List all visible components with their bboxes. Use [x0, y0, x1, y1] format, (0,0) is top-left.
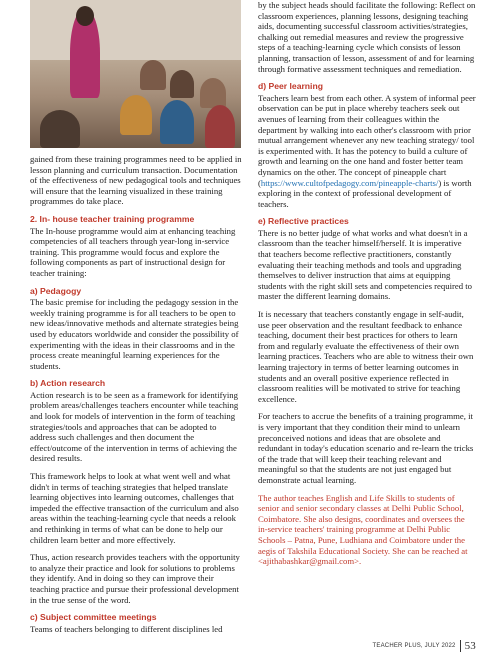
page-number: 53 [464, 640, 476, 652]
in-house-training-paragraph: The In-house programme would aim at enhancing teaching competencies of all teachers through year-long in-service training. This programme would focus and explore the following components as part of instructional design for teacher training: [30, 225, 236, 278]
subject-committee-continued: by the subject heads should facilitate the following: Reflect on classroom experiences, planning lessons, designing teaching aids, documenting successful classroom activities/strategies, chalking out remedial measures and review the progressive steps of a teaching-learning cycle which consists of lesson planning, transaction of lesson, assessment of and for learning through formative assessment techniques and remediation. [258, 0, 476, 74]
subject-committee-paragraph: Teams of teachers belonging to different disciplines led [30, 623, 223, 634]
reflective-practices-paragraph-2: It is necessary that teachers constantly engage in self-audit, use peer observation and the resultant feedback to enhance teaching, document their best practices for others to learn from and regularly evaluate the effectiveness of their own learning practices. Teachers who are able to witness their own learning trajectory in terms of better learning outcomes in students and an overall positive experience reflected in classroom realities will be motivated to strive for teaching excellence. [258, 309, 474, 404]
peer-learning-text: Teachers learn best from each other. A system of informal peer observation can be put in place whereby teachers seek out avenues of learning from their colleagues within the department by walking into each other's classroom with prior mutual arrangement whenever any new teaching strategy/ tool is experimented with. It has the potency to build a culture of growth and learning on the one hand and foster better team dynamics on the other. The concept of pineapple chart ( [258, 92, 476, 188]
section-heading-peer-learning: d) Peer learning [258, 81, 323, 92]
peer-learning-text-end: ) is worth exploring in the context of professional development of teachers. [258, 177, 472, 209]
section-heading-pedagogy: a) Pedagogy [30, 285, 82, 296]
action-research-paragraph-1: Action research is to be seen as a framework for identifying problem areas/challenges teachers encounter while teaching and look for models of intervention in the form of teaching strategies/tools and approaches that can be adopted to address such challenges and then document the effect/outcome of the intervention in terms of achieving the desired results. [30, 389, 239, 464]
peer-learning-paragraph [258, 93, 476, 210]
author-bio-text: The author teaches English and Life Skills to students of senior and senior secondary classes at Delhi Public School, Coimbatore. She also designs, coordinates and oversees the in-service teachers' training programme at Delhi Public Schools – Patna, Pune, Ludhiana and Coimbatore under the aegis of Takshila Educational Society. She can be reached at [258, 492, 468, 556]
section-heading-action-research: b) Action research [30, 378, 106, 389]
photo-attendee [170, 70, 194, 98]
page-footer [373, 640, 476, 652]
photo-attendee [205, 105, 235, 148]
section-heading-reflective-practices: e) Reflective practices [258, 216, 349, 227]
pineapple-chart-link[interactable]: https://www.cultofpedagogy.com/pineapple-charts/ [260, 177, 439, 188]
photo-presenter-head [76, 6, 94, 26]
reflective-practices-paragraph-1: There is no better judge of what works and what doesn't in a classroom than the teacher himself/herself. It is imperative that teachers become reflective practitioners, constantly evaluating their teaching methods and tools and upgrading themselves to deliver instruction that aims at equipping students with the right skill sets and competencies required to master the different learning domains. [258, 227, 473, 302]
intro-paragraph: gained from these training programmes need to be applied in lesson planning and curriculum transaction. Documentation of the effectiveness of new pedagogical tools and techniques will ensure that the learning visualized in these training programmes do take place. [30, 154, 242, 207]
photo-attendee [160, 100, 194, 144]
action-research-paragraph-3: Thus, action research provides teachers with the opportunity to analyze their practice and look for solutions to problems they identify. And in doing so they can improve their teaching practice and pursue their professional development in the true sense of the word. [30, 552, 240, 605]
pedagogy-paragraph: The basic premise for including the pedagogy session in the weekly training programme is for all teachers to be open to new ideas/innovative methods and alternate strategies being used by educators worldwide and consider the possibility of experimenting with the ideas in their classrooms and in the process create meaningful learning experiences for the students. [30, 297, 239, 371]
photo-attendee [40, 110, 80, 148]
photo-attendee [200, 78, 226, 108]
footer-divider [460, 640, 461, 652]
reflective-practices-paragraph-3: For teachers to accrue the benefits of a training programme, it is very important that they condition their mind to unlearn preconceived notions and ideas that are obsolete and redundant in today's education scenario and re-learn the tricks of the trade that will keep their teaching relevant and meaningful so that the students are not just engaged but demonstrate actual learning. [258, 411, 474, 485]
right-column [258, 0, 476, 574]
section-heading-subject-committee: c) Subject committee meetings [30, 612, 157, 623]
author-email-link[interactable]: <ajithabashkar@gmail.com>. [258, 556, 362, 567]
publication-name: TEACHER PLUS, JULY 2022 [372, 643, 456, 649]
action-research-paragraph-2: This framework helps to look at what went well and what didn't in terms of teaching strategies that helped translate learning objectives into learning outcomes, challenges that impeded the effective transaction of the curriculum and also areas within the teaching-learning cycle that needs a relook and rethinking in terms of what can be done to help our children learn better and more effectively. [30, 471, 239, 545]
left-column [30, 154, 244, 641]
training-session-photo [30, 0, 241, 148]
author-bio [258, 493, 476, 567]
photo-attendee [120, 95, 152, 135]
section-heading-in-house-training: 2. In- house teacher training programme [30, 213, 195, 224]
photo-attendee [140, 60, 166, 90]
photo-wall [30, 0, 241, 60]
